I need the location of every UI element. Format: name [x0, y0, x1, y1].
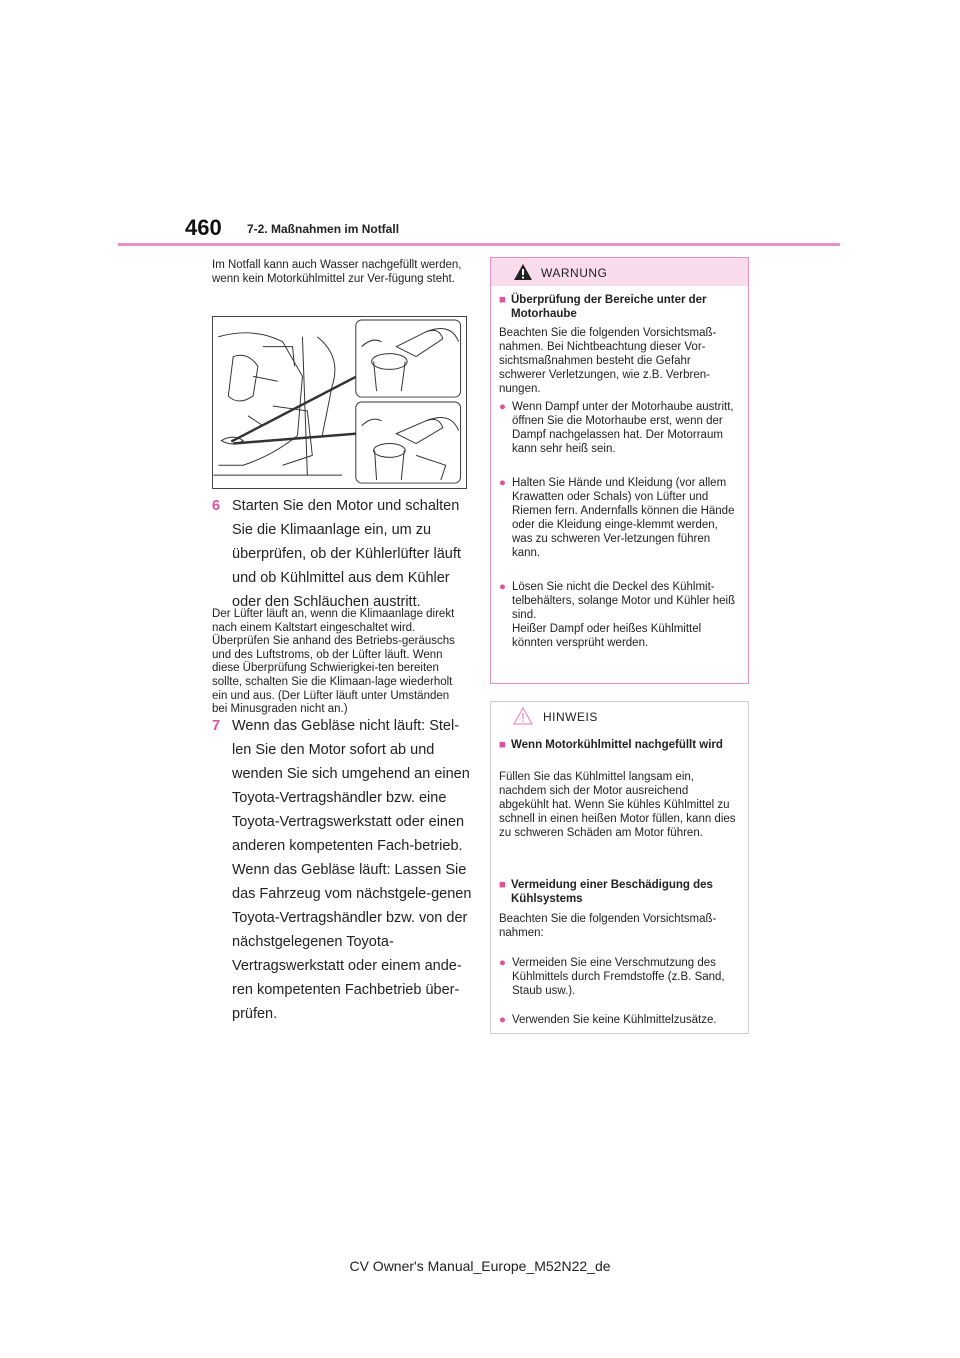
section-title: 7-2. Maßnahmen im Notfall: [247, 222, 400, 236]
step-text: Starten Sie den Motor und schalten Sie die Klimaanlage ein, um zu überprüfen, ob der Kühlerlüfter läuft und ob Kühlmittel aus dem Kühler oder den Schläuchen austritt.: [232, 498, 461, 610]
step-number: 6: [212, 498, 221, 514]
footer-manual-id: CV Owner's Manual_Europe_M52N22_de: [349, 1258, 611, 1274]
step-text-fan-not-running: Wenn das Gebläse nicht läuft: Stel-len Sie den Motor sofort ab und wenden Sie sich umgehend an einen Toyota-Vertragshändler bzw. eine Toyota-Vertragswerkstatt oder einen anderen kompetenten Fach-betrieb.: [232, 718, 470, 854]
hint-paragraph: Füllen Sie das Kühlmittel langsam ein, nachdem sich der Motor ausreichend abgekühlt hat. Wenn Sie kühles Kühlmittel zu schnell in einen heißen Motor füllen, kann dies zu schweren Schäden am Motor führen.: [499, 771, 736, 839]
hint-bullet: ● Vermeiden Sie eine Verschmutzung des Kühlmittels durch Fremdstoffe (z.B. Sand, Staub usw.).: [499, 957, 725, 997]
hint-header: [491, 702, 748, 730]
warning-triangle-icon: [513, 263, 533, 281]
step-6: [212, 494, 474, 614]
warning-bullet: ● Wenn Dampf unter der Motorhaube austritt, öffnen Sie die Motorhaube erst, wenn der Dampf nachgelassen hat. Der Motorraum kann sehr heiß sein.: [499, 401, 734, 455]
circle-bullet-icon: ●: [499, 401, 506, 413]
warning-heading: ■ Überprüfung der Bereiche unter der Motorhaube: [499, 294, 707, 320]
fan-check-note: Der Lüfter läuft an, wenn die Klimaanlage direkt nach einem Kaltstart eingeschaltet wird. Überprüfen Sie anhand des Betriebs-geräuschs und des Luftstroms, ob der Lüfter läuft. Wenn diese Überprüfung Schwierigkei-ten bereiten sollte, schalten Sie die Klimaan-lage wiederholt ein und aus. (Der Lüfter läuft unter Umständen bei Minusgraden nicht an.): [212, 608, 455, 716]
warning-intro: Beachten Sie die folgenden Vorsichtsmaß-nahmen. Bei Nichtbeachtung dieser Vor-sichtsmaßnahmen besteht die Gefahr schwerer Verletzungen, wie z.B. Verbren-nungen.: [499, 327, 717, 395]
hint-heading: ■ Wenn Motorkühlmittel nachgefüllt wird: [499, 739, 723, 751]
step-number: 7: [212, 718, 221, 734]
circle-bullet-icon: ●: [499, 1014, 506, 1026]
hint-box: [490, 701, 749, 1034]
square-bullet-icon: ■: [499, 294, 506, 306]
step-7: [212, 714, 474, 1026]
page-number: 460: [185, 215, 222, 240]
hint-bullet: ● Verwenden Sie keine Kühlmittelzusätze.: [499, 1014, 717, 1026]
hint-label: HINWEIS: [543, 710, 598, 724]
warning-bullet: ● Lösen Sie nicht die Deckel des Kühlmit-telbehälters, solange Motor und Kühler heiß sind. Heißer Dampf oder heißes Kühlmittel könnten versprüht werden.: [499, 581, 736, 649]
circle-bullet-icon: ●: [499, 477, 506, 489]
hint-heading: ■ Vermeidung einer Beschädigung des Kühlsystems: [499, 879, 713, 905]
caution-triangle-icon: [513, 707, 533, 725]
coolant-refill-illustration: [212, 316, 467, 489]
square-bullet-icon: ■: [499, 739, 506, 751]
intro-text: Im Notfall kann auch Wasser nachgefüllt werden, wenn kein Motorkühlmittel zur Ver-fügung steht.: [212, 259, 462, 285]
circle-bullet-icon: ●: [499, 581, 506, 593]
square-bullet-icon: ■: [499, 879, 506, 891]
header-rule: [118, 243, 840, 246]
hint-paragraph: Beachten Sie die folgenden Vorsichtsmaß-nahmen:: [499, 913, 717, 939]
step-text-fan-running: Wenn das Gebläse läuft: Lassen Sie das Fahrzeug vom nächstgele-genen Toyota-Vertragshändler bzw. von der nächstgelegenen Toyota-Vertragswerkstatt oder einem ande-ren kompetenten Fachbetrieb über-prüfen.: [232, 862, 472, 1022]
warning-box: [490, 257, 749, 684]
engine-bay-drawing: [213, 317, 466, 488]
warning-bullet: ● Halten Sie Hände und Kleidung (vor allem Krawatten oder Schals) von Lüfter und Riemen fern. Andernfalls können die Hände oder die Kleidung einge-klemmt werden, was zu schweren Ver-letzungen führen kann.: [499, 477, 735, 559]
warning-header: [491, 258, 748, 286]
warning-label: WARNUNG: [541, 266, 608, 280]
circle-bullet-icon: ●: [499, 957, 506, 969]
